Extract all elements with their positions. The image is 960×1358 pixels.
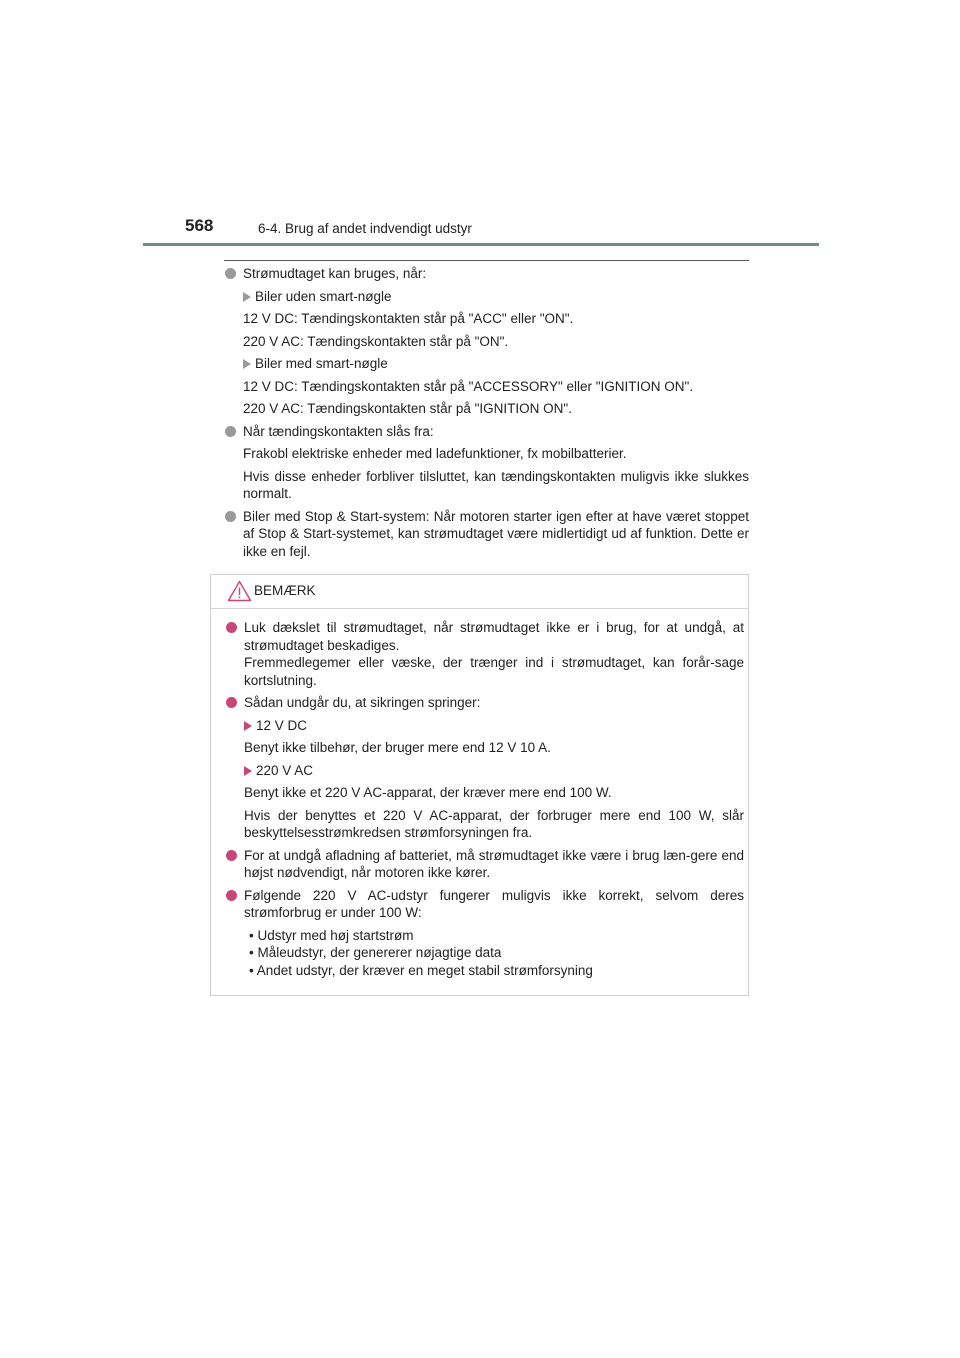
triangle-arrow-icon bbox=[243, 359, 251, 369]
equipment-list bbox=[225, 927, 744, 980]
bullet-dot-icon bbox=[225, 511, 236, 522]
bullet-text: Følgende 220 V AC-udstyr fungerer muligvis ikke korrekt, selvom deres strømforbrug er under 100 W: bbox=[244, 887, 744, 920]
notice-box bbox=[210, 574, 749, 996]
bullet-dot-icon bbox=[226, 622, 237, 633]
bullet-usage bbox=[224, 265, 749, 283]
bullet-text: For at undgå afladning af batteriet, må strømudtaget ikke være i brug læn-gere end højst nødvendigt, når motoren ikke kører. bbox=[244, 847, 744, 880]
bullet-dot-icon bbox=[226, 697, 237, 708]
triangle-arrow-icon bbox=[243, 292, 251, 302]
bullet-ignition-off bbox=[224, 423, 749, 441]
notice-bullet-battery bbox=[225, 847, 744, 882]
header-rule bbox=[143, 243, 819, 246]
bullet-text: Biler med Stop & Start-system: Når motoren starter igen efter at have været stoppet af Stop & Start-systemet, kan strømudtaget være midlertidigt ud af funktion. Dette er ikke en fejl. bbox=[243, 508, 749, 559]
paragraph: Frakobl elektriske enheder med ladefunktioner, fx mobilbatterier. bbox=[243, 446, 627, 461]
paragraph: 220 V AC: Tændingskontakten står på "ON". bbox=[243, 333, 509, 349]
paragraph: 12 V DC: Tændingskontakten står på "ACCESSORY" eller "IGNITION ON". bbox=[243, 378, 694, 394]
paragraph: Hvis disse enheder forbliver tilsluttet, kan tændingskontakten muligvis ikke slukkes normalt. bbox=[243, 468, 749, 501]
notice-bullet-equipment bbox=[225, 887, 744, 922]
notice-bullet-cover bbox=[225, 619, 744, 689]
paragraph: Benyt ikke tilbehør, der bruger mere end 12 V 10 A. bbox=[244, 740, 551, 755]
main-content bbox=[224, 265, 749, 565]
paragraph: Benyt ikke et 220 V AC-apparat, der kræver mere end 100 W. bbox=[244, 785, 612, 800]
notice-bullet-fuse bbox=[225, 694, 744, 712]
sub-heading-text: 12 V DC bbox=[256, 717, 308, 733]
bullet-text: Fremmedlegemer eller væske, der trænger ind i strømudtaget, kan forår-sage kortslutning. bbox=[244, 655, 744, 688]
paragraph: 220 V AC: Tændingskontakten står på "IGNITION ON". bbox=[243, 401, 572, 416]
sub-heading-text: Biler med smart-nøgle bbox=[255, 356, 388, 371]
bullet-text: Når tændingskontakten slås fra: bbox=[243, 423, 434, 439]
triangle-arrow-icon bbox=[244, 766, 252, 776]
section-title: 6-4. Brug af andet indvendigt udstyr bbox=[258, 221, 472, 236]
bullet-text: Luk dækslet til strømudtaget, når strømudtaget ikke er i brug, for at undgå, at strømudtaget beskadiges. bbox=[244, 620, 744, 653]
warning-triangle-icon bbox=[227, 580, 252, 602]
bullet-text: Strømudtaget kan bruges, når: bbox=[243, 266, 427, 281]
notice-title: BEMÆRK bbox=[254, 583, 316, 598]
sub-heading-text: Biler uden smart-nøgle bbox=[255, 288, 392, 304]
page-number: 568 bbox=[185, 216, 214, 235]
list-item: • Udstyr med høj startstrøm bbox=[249, 927, 414, 943]
sub-heading bbox=[224, 355, 749, 373]
bullet-dot-icon bbox=[226, 890, 237, 901]
sub-heading bbox=[225, 717, 744, 735]
notice-body bbox=[225, 619, 744, 979]
bullet-dot-icon bbox=[225, 426, 236, 437]
notice-header bbox=[211, 575, 748, 609]
paragraph: 12 V DC: Tændingskontakten står på "ACC" eller "ON". bbox=[243, 311, 574, 326]
list-item: • Måleudstyr, der genererer nøjagtige data bbox=[249, 945, 502, 960]
list-item: • Andet udstyr, der kræver en meget stabil strømforsyning bbox=[249, 962, 593, 978]
sub-heading-text: 220 V AC bbox=[256, 762, 314, 778]
paragraph: Hvis der benyttes et 220 V AC-apparat, der forbruger mere end 100 W, slår beskyttelsesstrømkredsen strømforsyningen fra. bbox=[244, 807, 744, 840]
bullet-dot-icon bbox=[225, 268, 236, 279]
content-top-rule bbox=[224, 260, 749, 261]
bullet-text: Sådan undgår du, at sikringen springer: bbox=[244, 695, 481, 710]
triangle-arrow-icon bbox=[244, 721, 252, 731]
bullet-dot-icon bbox=[226, 850, 237, 861]
sub-heading bbox=[225, 762, 744, 780]
sub-heading bbox=[224, 288, 749, 306]
bullet-stop-start bbox=[224, 508, 749, 561]
